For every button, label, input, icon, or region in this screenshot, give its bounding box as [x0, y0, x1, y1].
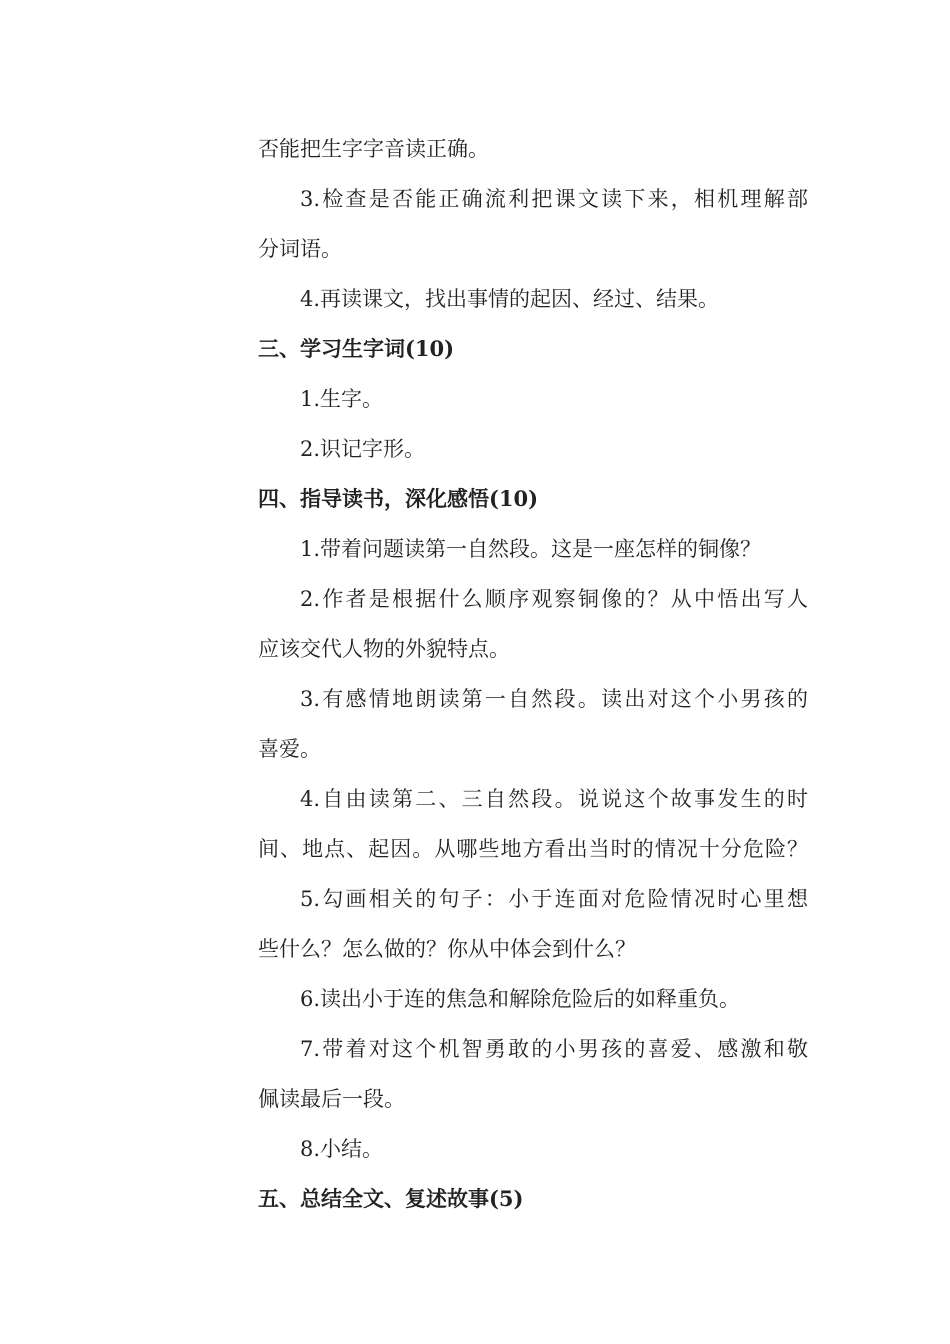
text-line: 分词语。: [258, 237, 342, 261]
text-line: 佩读最后一段。: [258, 1087, 405, 1111]
list-item: 7.带着对这个机智勇敢的小男孩的喜爱、感激和敬: [300, 1037, 808, 1061]
text-line: 否能把生字字音读正确。: [258, 137, 489, 161]
list-item: 3.检查是否能正确流利把课文读下来，相机理解部: [300, 187, 808, 211]
section-heading: 四、指导读书，深化感悟(10): [258, 486, 539, 511]
document-page: [258, 124, 808, 1224]
list-item: 5.勾画相关的句子：小于连面对危险情况时心里想: [300, 887, 808, 911]
list-item: 2.识记字形。: [300, 437, 426, 461]
section-heading: 五、总结全文、复述故事(5): [258, 1186, 524, 1211]
list-item: 8.小结。: [300, 1137, 384, 1161]
text-line: 些什么？怎么做的？你从中体会到什么？: [258, 937, 636, 961]
text-line: 喜爱。: [258, 737, 321, 761]
list-item: 4.再读课文，找出事情的起因、经过、结果。: [300, 287, 720, 311]
text-line: 间、地点、起因。从哪些地方看出当时的情况十分危险？: [258, 837, 808, 861]
list-item: 1.带着问题读第一自然段。这是一座怎样的铜像？: [300, 537, 762, 561]
list-item: 2.作者是根据什么顺序观察铜像的？从中悟出写人: [300, 587, 808, 611]
list-item: 6.读出小于连的焦急和解除危险后的如释重负。: [300, 987, 741, 1011]
text-line: 应该交代人物的外貌特点。: [258, 637, 510, 661]
list-item: 3.有感情地朗读第一自然段。读出对这个小男孩的: [300, 687, 808, 711]
section-heading: 三、学习生字词(10): [258, 336, 455, 361]
list-item: 1.生字。: [300, 387, 384, 411]
list-item: 4.自由读第二、三自然段。说说这个故事发生的时: [300, 787, 808, 811]
